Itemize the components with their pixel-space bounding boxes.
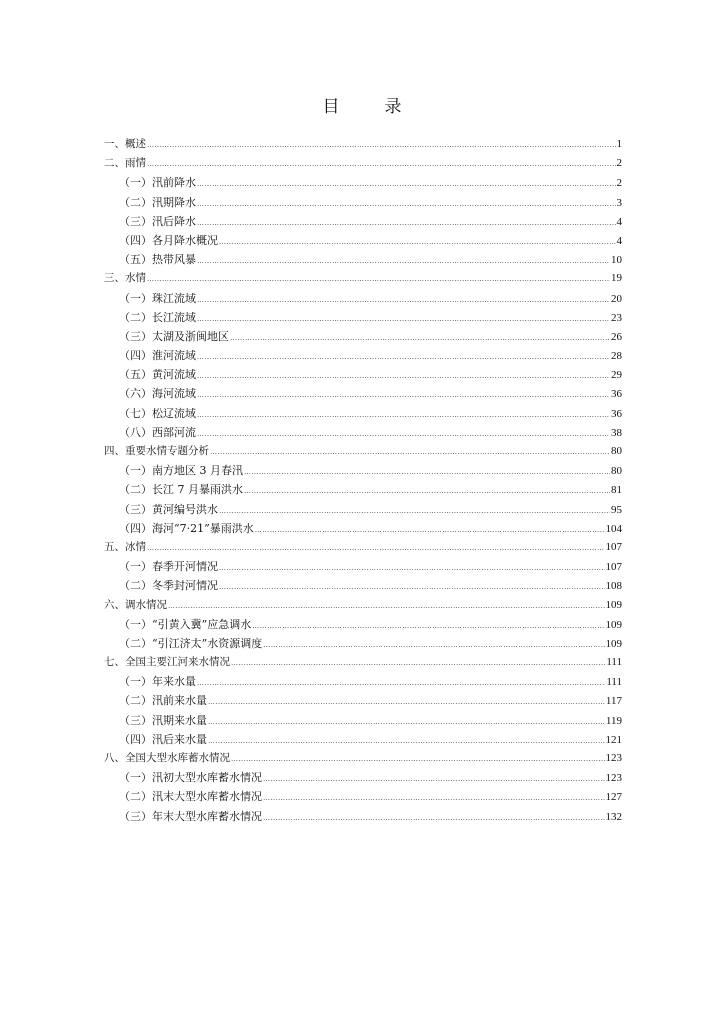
toc-entry-label: （四）汛后来水量: [119, 732, 207, 746]
toc-section-entry[interactable]: [104, 500, 622, 519]
toc-page-number: 132: [605, 810, 622, 823]
toc-section-entry[interactable]: [104, 193, 622, 212]
dot-leader: [244, 482, 610, 501]
toc-chapter-entry[interactable]: [104, 154, 622, 173]
toc-page-number: 29: [611, 369, 622, 382]
dot-leader: [210, 443, 610, 462]
toc-entry-label: （一）汛前降水: [119, 176, 196, 190]
toc-chapter-entry[interactable]: [104, 442, 622, 461]
toc-entry-label: （二）汛末大型水库蓄水情况: [119, 790, 262, 804]
dot-leader: [219, 578, 605, 597]
dot-leader: [197, 214, 616, 233]
toc-entry-label: （二）“引江济太”水资源调度: [119, 636, 263, 650]
toc-chapter-entry[interactable]: [104, 596, 622, 615]
toc-section-entry[interactable]: [104, 346, 622, 365]
dot-leader: [219, 559, 605, 578]
toc-entry-label: （三）汛后降水: [119, 214, 196, 228]
dot-leader: [208, 713, 605, 732]
dot-leader: [197, 310, 610, 329]
toc-page-number: 127: [605, 791, 622, 804]
toc-chapter-entry[interactable]: [104, 269, 622, 288]
toc-section-entry[interactable]: [104, 711, 622, 730]
toc-section-entry[interactable]: [104, 289, 622, 308]
toc-page-number: 1: [616, 138, 622, 150]
toc-page-number: 4: [616, 234, 622, 247]
toc-page-number: 109: [605, 598, 622, 611]
toc-entry-label: （八）西部河流: [119, 425, 196, 439]
toc-page-number: 123: [605, 752, 622, 764]
toc-entry-label: （三）黄河编号洪水: [119, 502, 218, 516]
toc-page-number: 119: [605, 714, 622, 727]
dot-leader: [263, 809, 605, 828]
toc-entry-label: 七、全国主要江河来水情况: [104, 656, 230, 669]
toc-entry-label: （三）太湖及浙闽地区: [119, 329, 229, 343]
toc-page-number: 95: [611, 503, 622, 516]
toc-page-number: 2: [616, 177, 622, 190]
page-title: 目 录: [322, 97, 416, 117]
toc-entry-label: 四、重要水情专题分析: [104, 445, 209, 457]
toc-entry-label: 一、概述: [104, 138, 146, 150]
toc-section-entry[interactable]: [104, 461, 622, 480]
table-of-contents: [104, 135, 622, 826]
toc-chapter-entry[interactable]: [104, 135, 622, 154]
toc-section-entry[interactable]: [104, 807, 622, 826]
toc-section-entry[interactable]: [104, 365, 622, 384]
toc-page-number: 107: [605, 540, 622, 553]
dot-leader: [231, 654, 605, 673]
toc-section-entry[interactable]: [104, 231, 622, 250]
toc-page-number: 109: [605, 618, 622, 631]
dot-leader: [208, 693, 605, 712]
toc-entry-label: （一）南方地区 3 月春汛: [119, 464, 243, 478]
toc-entry-label: （一）年来水量: [119, 675, 196, 689]
toc-page-number: 111: [606, 656, 622, 669]
toc-page-number: 23: [611, 311, 622, 324]
dot-leader: [197, 348, 610, 367]
toc-section-entry[interactable]: [104, 672, 622, 691]
toc-entry-label: （二）汛期降水: [119, 195, 196, 209]
toc-page-number: 36: [611, 407, 622, 420]
toc-section-entry[interactable]: [104, 787, 622, 806]
toc-section-entry[interactable]: [104, 615, 622, 634]
toc-entry-label: （三）汛期来水量: [119, 713, 207, 727]
toc-section-entry[interactable]: [104, 691, 622, 710]
toc-chapter-entry[interactable]: [104, 653, 622, 672]
toc-page-number: 109: [605, 637, 622, 650]
toc-page-number: 111: [606, 676, 622, 689]
toc-entry-label: （二）冬季封河情况: [119, 579, 218, 593]
dot-leader: [197, 674, 605, 693]
toc-section-entry[interactable]: [104, 423, 622, 442]
dot-leader: [197, 406, 610, 425]
toc-section-entry[interactable]: [104, 384, 622, 403]
toc-page-number: 10: [611, 254, 622, 267]
toc-section-entry[interactable]: [104, 557, 622, 576]
toc-entry-label: （一）春季开河情况: [119, 560, 218, 574]
dot-leader: [147, 155, 616, 174]
dot-leader: [263, 789, 605, 808]
toc-section-entry[interactable]: [104, 308, 622, 327]
dot-leader: [197, 367, 610, 386]
toc-page-number: 36: [611, 388, 622, 401]
toc-entry-label: （六）海河流域: [119, 387, 196, 401]
dot-leader: [230, 329, 610, 348]
dot-leader: [208, 732, 605, 751]
toc-chapter-entry[interactable]: [104, 538, 622, 557]
toc-page-number: 19: [611, 272, 622, 285]
dot-leader: [147, 136, 616, 155]
toc-entry-label: （一）汛初大型水库蓄水情况: [119, 771, 262, 785]
dot-leader: [197, 175, 616, 194]
toc-entry-label: （四）海河“7·21”暴雨洪水: [119, 521, 254, 535]
dot-leader: [197, 386, 610, 405]
toc-entry-label: 二、雨情: [104, 157, 146, 170]
toc-entry-label: （二）长江流域: [119, 310, 196, 324]
toc-page-number: 121: [605, 733, 622, 746]
toc-page-number: 80: [611, 465, 622, 478]
toc-page-number: 81: [611, 484, 622, 497]
toc-page-number: 3: [616, 196, 622, 209]
toc-entry-label: （五）热带风暴: [119, 253, 196, 267]
toc-section-entry[interactable]: [104, 327, 622, 346]
dot-leader: [231, 750, 605, 769]
toc-entry-label: （一）珠江流域: [119, 291, 196, 305]
dot-leader: [147, 270, 610, 289]
toc-entry-label: （四）各月降水概况: [119, 233, 218, 247]
dot-leader: [252, 617, 604, 636]
toc-chapter-entry[interactable]: [104, 749, 622, 768]
toc-page-number: 2: [616, 157, 622, 170]
dot-leader: [263, 636, 604, 655]
toc-section-entry[interactable]: [104, 212, 622, 231]
dot-leader: [197, 291, 610, 310]
toc-entry-label: （五）黄河流域: [119, 368, 196, 382]
toc-section-entry[interactable]: [104, 768, 622, 787]
toc-section-entry[interactable]: [104, 730, 622, 749]
toc-page-number: 38: [611, 426, 622, 439]
dot-leader: [244, 463, 610, 482]
toc-page-number: 108: [605, 580, 622, 593]
dot-leader: [263, 770, 605, 789]
toc-section-entry[interactable]: [104, 404, 622, 423]
toc-entry-label: （七）松辽流域: [119, 406, 196, 420]
toc-section-entry[interactable]: [104, 519, 622, 538]
toc-page-number: 104: [605, 522, 622, 535]
dot-leader: [197, 195, 616, 214]
toc-entry-label: （四）淮河流域: [119, 349, 196, 363]
toc-page-number: 107: [605, 561, 622, 574]
dot-leader: [197, 425, 610, 444]
toc-section-entry[interactable]: [104, 576, 622, 595]
toc-section-entry[interactable]: [104, 250, 622, 269]
toc-entry-label: （二）长江 7 月暴雨洪水: [119, 483, 243, 497]
dot-leader: [219, 502, 610, 521]
toc-entry-label: （二）汛前来水量: [119, 694, 207, 708]
toc-section-entry[interactable]: [104, 634, 622, 653]
dot-leader: [255, 521, 605, 540]
toc-page-number: 4: [616, 215, 622, 228]
toc-page-number: 26: [611, 330, 622, 343]
dot-leader: [147, 539, 605, 558]
toc-page-number: 28: [611, 350, 622, 363]
toc-entry-label: 六、调水情况: [104, 598, 167, 611]
toc-section-entry[interactable]: [104, 480, 622, 499]
toc-entry-label: 八、全国大型水库蓄水情况: [104, 752, 230, 764]
toc-entry-label: 三、水情: [104, 272, 146, 285]
toc-entry-label: 五、冰情: [104, 540, 146, 553]
toc-entry-label: （一）“引黄入冀”应急调水: [119, 617, 252, 631]
dot-leader: [219, 233, 616, 252]
toc-page-number: 117: [605, 695, 622, 708]
toc-section-entry[interactable]: [104, 173, 622, 192]
toc-page-number: 80: [611, 445, 622, 457]
dot-leader: [197, 252, 610, 271]
toc-page-number: 123: [605, 772, 622, 785]
toc-page-number: 20: [611, 292, 622, 305]
toc-entry-label: （三）年末大型水库蓄水情况: [119, 809, 262, 823]
dot-leader: [168, 597, 605, 616]
